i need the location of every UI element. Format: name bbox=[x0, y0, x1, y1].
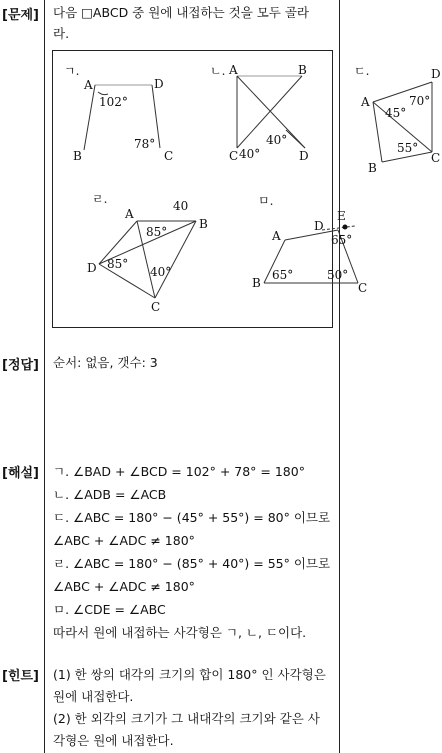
fig-g4-B: B bbox=[199, 217, 208, 231]
fig-g1-B: B bbox=[73, 149, 82, 163]
fig-g5-angle-3: 50° bbox=[327, 268, 349, 282]
figures-diagram bbox=[0, 0, 442, 340]
fig-g3-angle-2: 70° bbox=[409, 94, 431, 108]
fig-g3-angle-1: 45° bbox=[385, 106, 407, 120]
fig-g1-C: C bbox=[164, 149, 174, 163]
solution-line-6: ∠ABC + ∠ADC ≠ 180° bbox=[53, 579, 195, 594]
hint-line-4: 각형은 원에 내접한다. bbox=[53, 733, 174, 748]
fig-g4-marker: ㄹ. bbox=[92, 192, 108, 206]
fig-g3-angle-3: 55° bbox=[397, 141, 419, 155]
fig-g4-angle-3: 40° bbox=[150, 265, 172, 279]
answer-text: 순서: 없음, 갯수: 3 bbox=[53, 355, 158, 370]
fig-g4-side: 40 bbox=[173, 199, 189, 213]
hint-line-1: (1) 한 쌍의 대각의 크기의 합이 180° 인 사각형은 bbox=[53, 667, 326, 682]
fig-g2-marker: ㄴ. bbox=[210, 64, 226, 78]
point-e-dot bbox=[343, 225, 348, 230]
fig-g2-D: D bbox=[299, 149, 309, 163]
solution-line-1: ㄱ. ∠BAD + ∠BCD = 102° + 78° = 180° bbox=[53, 464, 305, 479]
fig-g2-angle-1: 40° bbox=[239, 147, 261, 161]
fig-g1-angle-A: 102° bbox=[99, 95, 128, 109]
fig-g1-marker: ㄱ. bbox=[64, 64, 80, 78]
fig-g3-C: C bbox=[431, 151, 441, 165]
solution-line-4: ∠ABC + ∠ADC ≠ 180° bbox=[53, 533, 195, 548]
problem-line-1: 다음 □ABCD 중 원에 내접하는 것을 모두 골라 bbox=[53, 5, 310, 20]
fig-g4-angle-1: 85° bbox=[146, 225, 168, 239]
fig-g1-A: A bbox=[84, 78, 93, 92]
solution-line-8: 따라서 원에 내접하는 사각형은 ㄱ, ㄴ, ㄷ이다. bbox=[53, 625, 307, 640]
solution-label: [해설] bbox=[2, 466, 39, 481]
fig-g4-angle-2: 85° bbox=[107, 257, 129, 271]
fig-g5-C: C bbox=[358, 281, 368, 295]
fig-g5-angle-2: 65° bbox=[272, 268, 294, 282]
fig-g5-angle-1: 65° bbox=[331, 233, 353, 247]
fig-g2-B: B bbox=[298, 63, 307, 77]
hint-line-3: (2) 한 외각의 크기가 그 내대각의 크기와 같은 사 bbox=[53, 711, 320, 726]
hint-line-2: 원에 내접한다. bbox=[53, 689, 134, 704]
fig-g2-C: C bbox=[229, 149, 239, 163]
fig-g1-D: D bbox=[154, 77, 164, 91]
fig-g3-marker: ㄷ. bbox=[354, 64, 370, 78]
hint-label: [힌트] bbox=[2, 669, 39, 684]
fig-g5-D: D bbox=[314, 219, 324, 233]
answer-label: [정답] bbox=[2, 358, 39, 373]
fig-g5-A: A bbox=[272, 229, 281, 243]
solution-line-5: ㄹ. ∠ABC = 180° − (85° + 40°) = 55° 이므로 bbox=[53, 556, 331, 571]
problem-line-2: 라. bbox=[53, 26, 70, 41]
fig-g3-D: D bbox=[431, 67, 441, 81]
solution-line-2: ㄴ. ∠ADB = ∠ACB bbox=[53, 487, 167, 502]
fig-g4-C: C bbox=[151, 300, 161, 314]
fig-g4-D: D bbox=[87, 261, 97, 275]
problem-label: [문제] bbox=[2, 8, 39, 23]
fig-g2-angle-2: 40° bbox=[266, 133, 288, 147]
fig-g3-A: A bbox=[361, 95, 370, 109]
fig-g1-angle-C: 78° bbox=[134, 137, 156, 151]
fig-g4-A: A bbox=[125, 207, 134, 221]
fig-g2-A: A bbox=[229, 63, 238, 77]
fig-g5-marker: ㅁ. bbox=[258, 194, 274, 208]
fig-g3-B: B bbox=[368, 161, 377, 175]
fig-g5-B: B bbox=[252, 276, 261, 290]
fig-g5-E: E bbox=[337, 209, 346, 223]
solution-line-7: ㅁ. ∠CDE = ∠ABC bbox=[53, 602, 166, 617]
solution-line-3: ㄷ. ∠ABC = 180° − (45° + 55°) = 80° 이므로 bbox=[53, 510, 331, 525]
